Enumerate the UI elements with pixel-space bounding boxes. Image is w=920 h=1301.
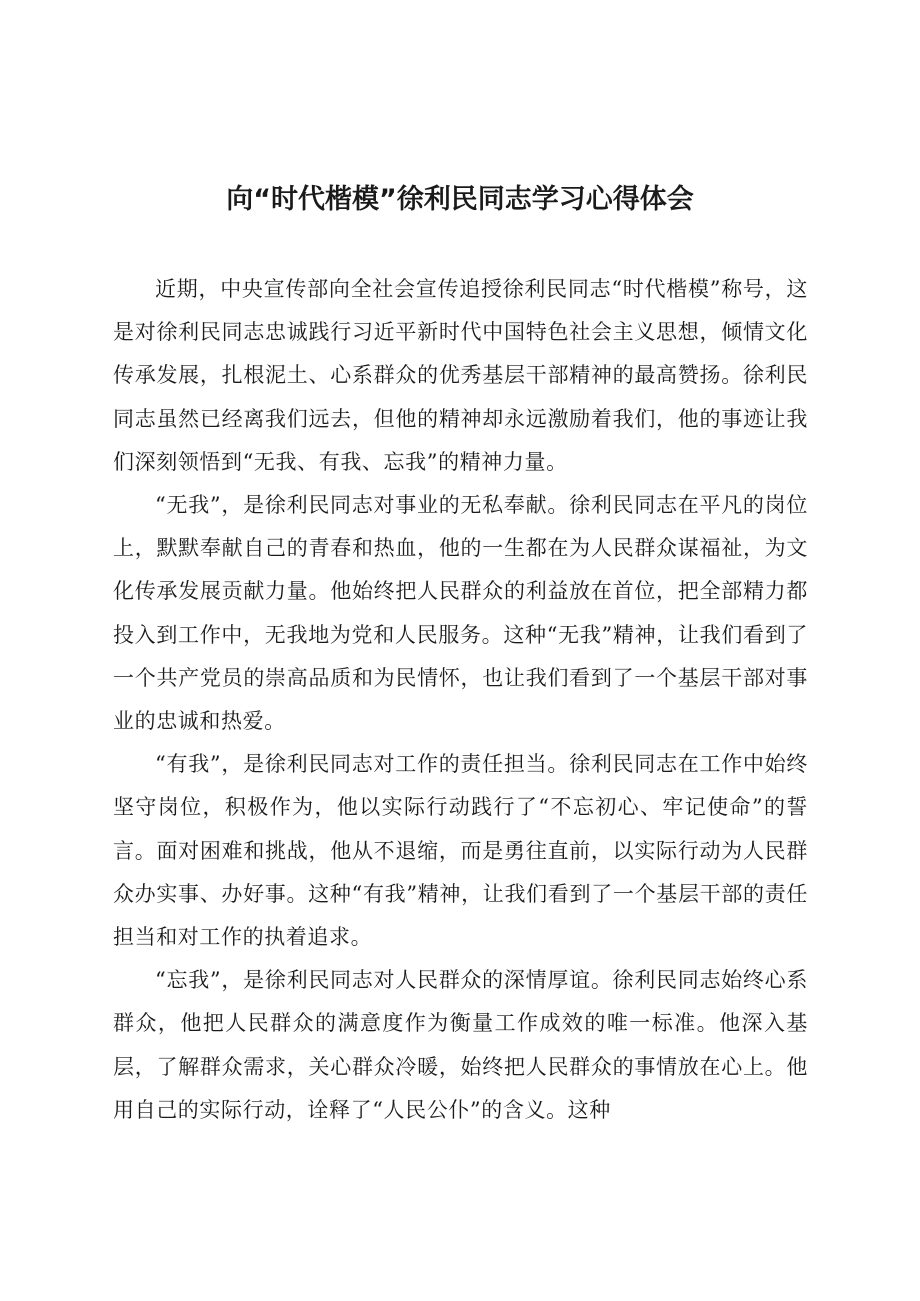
paragraph-intro: 近期，中央宣传部向全社会宣传追授徐利民同志“时代楷模”称号，这是对徐利民同志忠诚践行习近平新时代中国特色社会主义思想，倾情文化传承发展，扎根泥土、心系群众的优秀基层干部精神的最高赞扬。徐利民同志虽然已经离我们远去，但他的精神却永远激励着我们，他的事迹让我们深刻领悟到“无我、有我、忘我”的精神力量。 bbox=[113, 277, 808, 474]
document-title: 向“时代楷模”徐利民同志学习心得体会 bbox=[226, 184, 694, 215]
paragraph-youwo: “有我”，是徐利民同志对工作的责任担当。徐利民同志在工作中始终坚守岗位，积极作为，他以实际行动践行了“不忘初心、牢记使命”的誓言。面对困难和挑战，他从不退缩，而是勇往直前，以实际行动为人民群众办实事、办好事。这种“有我”精神，让我们看到了一个基层干部的责任担当和对工作的执着追求。 bbox=[113, 752, 808, 950]
paragraph-wuwo: “无我”，是徐利民同志对事业的无私奉献。徐利民同志在平凡的岗位上，默默奉献自己的青春和热血，他的一生都在为人民群众谋福祉，为文化传承发展贡献力量。他始终把人民群众的利益放在首位，把全部精力都投入到工作中，无我地为党和人民服务。这种“无我”精神，让我们看到了一个共产党员的崇高品质和为民情怀，也让我们看到了一个基层干部对事业的忠诚和热爱。 bbox=[113, 493, 808, 734]
document-body bbox=[113, 268, 808, 1132]
paragraph-wangwo: “忘我”，是徐利民同志对人民群众的深情厚谊。徐利民同志始终心系群众，他把人民群众的满意度作为衡量工作成效的唯一标准。他深入基层，了解群众需求，关心群众冷暖，始终把人民群众的事情放在心上。他用自己的实际行动，诠释了“人民公仆”的含义。这种 bbox=[113, 968, 808, 1122]
